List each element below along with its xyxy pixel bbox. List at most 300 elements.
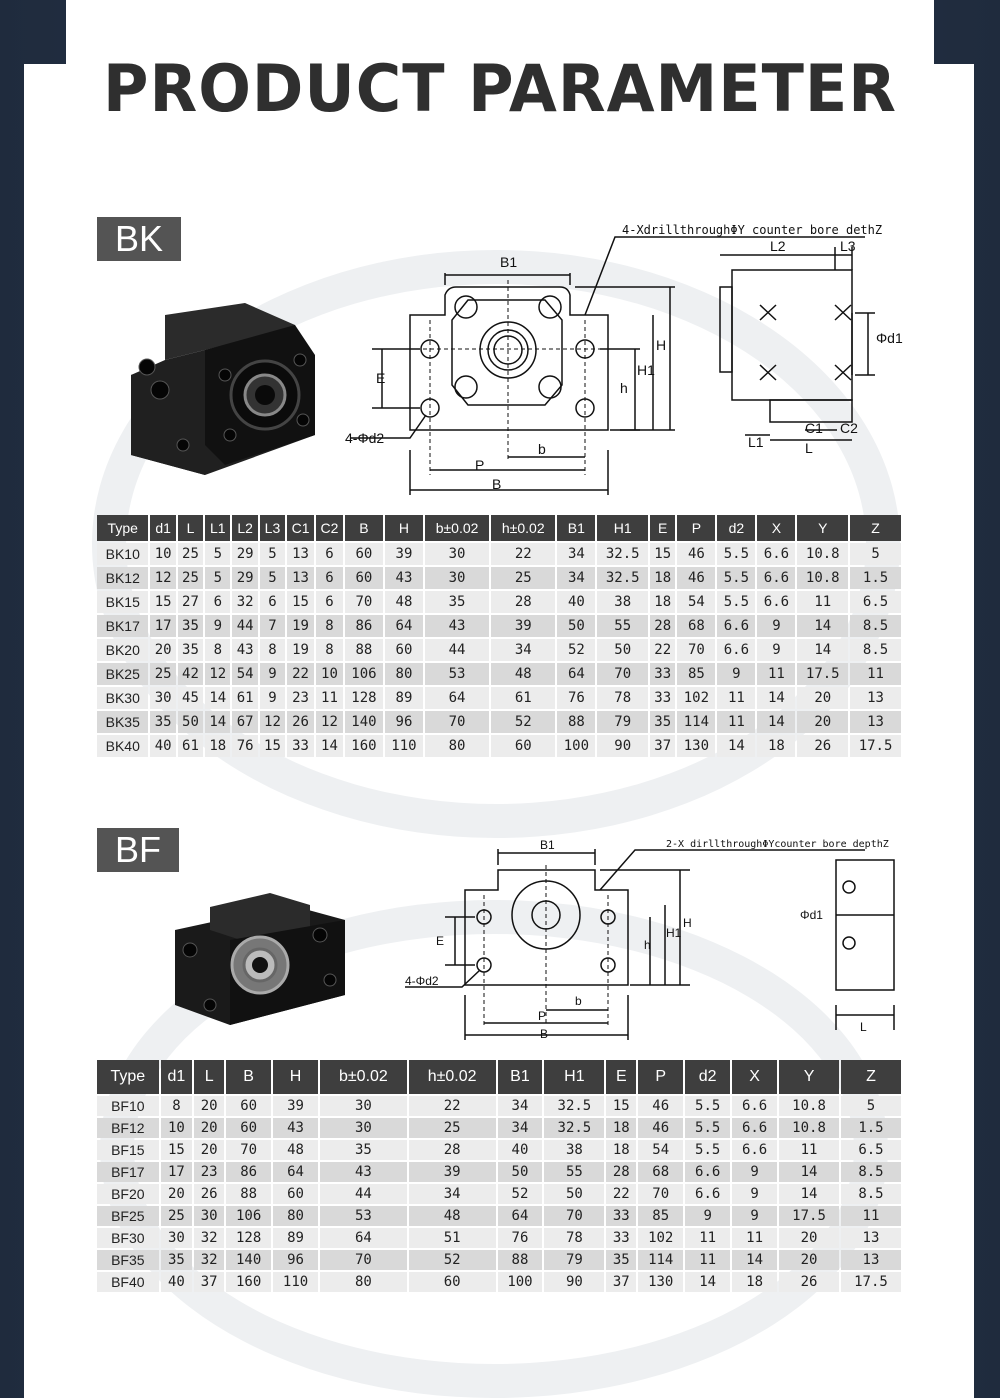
table-cell: 48 (491, 663, 555, 685)
table-cell: 44 (320, 1184, 407, 1204)
table-cell: 9 (757, 615, 795, 637)
table-cell: 35 (320, 1140, 407, 1160)
table-cell: 60 (345, 567, 383, 589)
table-cell: 100 (557, 735, 595, 757)
table-cell: 15 (150, 591, 175, 613)
table-cell: 20 (161, 1184, 193, 1204)
bf-col-header: H (273, 1060, 318, 1094)
bf-header-row (97, 1060, 901, 1094)
table-cell: 60 (226, 1118, 271, 1138)
bk-label-b1: B1 (500, 254, 518, 270)
table-cell: 64 (425, 687, 489, 709)
table-cell: 30 (320, 1096, 407, 1116)
table-cell: 8.5 (850, 639, 901, 661)
table-cell: 38 (544, 1140, 604, 1160)
table-cell-type: BF20 (97, 1184, 159, 1204)
bk-col-header: H (385, 515, 423, 541)
bf-label-h1: H1 (666, 926, 682, 940)
table-cell: 85 (638, 1206, 683, 1226)
bk-label-b: b (538, 441, 546, 457)
table-row (97, 1228, 901, 1248)
table-cell: 52 (557, 639, 595, 661)
table-cell: 90 (544, 1272, 604, 1292)
table-cell: 5 (205, 543, 230, 565)
bf-section-tag: BF (97, 828, 179, 872)
table-cell: 76 (557, 687, 595, 709)
table-cell: 18 (732, 1272, 777, 1292)
table-cell: 11 (717, 711, 755, 733)
table-cell: 11 (685, 1228, 730, 1248)
table-cell: 14 (797, 639, 848, 661)
table-cell: 52 (498, 1184, 543, 1204)
table-cell: 5.5 (685, 1118, 730, 1138)
table-cell: 6.6 (685, 1162, 730, 1182)
table-cell: 1.5 (841, 1118, 901, 1138)
table-cell: 70 (320, 1250, 407, 1270)
table-cell: 14 (779, 1184, 839, 1204)
table-cell: 89 (273, 1228, 318, 1248)
table-cell: 48 (273, 1140, 318, 1160)
table-cell: 40 (150, 735, 175, 757)
table-cell: 25 (178, 567, 203, 589)
table-cell: 106 (226, 1206, 271, 1226)
bk-label-l1: L1 (748, 434, 764, 450)
bf-col-header: Z (841, 1060, 901, 1094)
table-cell: 88 (226, 1184, 271, 1204)
table-cell-type: BF30 (97, 1228, 159, 1248)
table-cell: 44 (232, 615, 257, 637)
bk-label-l2: L2 (770, 238, 786, 254)
bf-col-header: B (226, 1060, 271, 1094)
bf-label-p: P (538, 1009, 547, 1023)
table-cell: 61 (232, 687, 257, 709)
table-cell: 34 (557, 543, 595, 565)
table-cell: 15 (287, 591, 314, 613)
table-cell: 34 (498, 1118, 543, 1138)
bk-col-header: E (650, 515, 675, 541)
table-cell: 14 (205, 711, 230, 733)
table-cell: 43 (320, 1162, 407, 1182)
table-cell: 20 (797, 711, 848, 733)
table-cell: 86 (226, 1162, 271, 1182)
table-cell: 18 (650, 567, 675, 589)
table-cell: 6 (205, 591, 230, 613)
bk-col-header: H1 (597, 515, 648, 541)
table-cell: 46 (638, 1118, 683, 1138)
table-cell: 6.6 (732, 1096, 777, 1116)
table-cell: 9 (732, 1206, 777, 1226)
table-cell: 32.5 (544, 1118, 604, 1138)
table-cell: 33 (287, 735, 314, 757)
table-cell: 12 (150, 567, 175, 589)
table-cell-type: BK30 (97, 687, 148, 709)
bf-label-e: E (436, 934, 445, 948)
table-cell: 80 (425, 735, 489, 757)
table-cell: 110 (385, 735, 423, 757)
table-cell: 96 (385, 711, 423, 733)
bf-col-header: Y (779, 1060, 839, 1094)
table-cell: 13 (841, 1250, 901, 1270)
table-row (97, 615, 901, 637)
table-cell: 22 (606, 1184, 636, 1204)
table-cell: 80 (273, 1206, 318, 1226)
table-cell-type: BK25 (97, 663, 148, 685)
bf-label-phid1: Φd1 (800, 908, 823, 922)
table-cell-type: BF17 (97, 1162, 159, 1182)
table-cell: 11 (732, 1228, 777, 1248)
table-cell: 20 (779, 1250, 839, 1270)
table-cell: 6.6 (757, 567, 795, 589)
table-cell: 6.6 (717, 615, 755, 637)
table-cell: 60 (409, 1272, 496, 1292)
table-cell: 39 (385, 543, 423, 565)
table-cell: 9 (757, 639, 795, 661)
table-cell: 68 (677, 615, 715, 637)
table-cell: 8.5 (841, 1184, 901, 1204)
table-cell: 55 (597, 615, 648, 637)
table-cell: 50 (544, 1184, 604, 1204)
table-cell: 28 (606, 1162, 636, 1182)
bk-col-header: L (178, 515, 203, 541)
table-cell: 50 (178, 711, 203, 733)
table-cell: 30 (194, 1206, 224, 1226)
table-cell: 88 (557, 711, 595, 733)
table-cell: 26 (194, 1184, 224, 1204)
table-cell: 37 (650, 735, 675, 757)
table-cell: 11 (717, 687, 755, 709)
table-cell: 8 (161, 1096, 193, 1116)
bk-product-photo (125, 295, 325, 485)
table-cell: 43 (232, 639, 257, 661)
table-cell: 19 (287, 615, 314, 637)
bk-col-header: Y (797, 515, 848, 541)
table-cell: 53 (320, 1206, 407, 1226)
bk-col-header: P (677, 515, 715, 541)
table-row (97, 591, 901, 613)
table-cell: 140 (226, 1250, 271, 1270)
table-cell: 18 (757, 735, 795, 757)
table-cell: 37 (194, 1272, 224, 1292)
table-cell: 18 (606, 1118, 636, 1138)
table-cell: 26 (287, 711, 314, 733)
table-cell: 13 (850, 687, 901, 709)
table-cell: 11 (757, 663, 795, 685)
bf-col-header: E (606, 1060, 636, 1094)
table-cell: 22 (409, 1096, 496, 1116)
table-cell: 67 (232, 711, 257, 733)
table-cell: 78 (544, 1228, 604, 1248)
table-cell: 106 (345, 663, 383, 685)
table-cell: 6 (316, 567, 343, 589)
table-cell: 8 (316, 639, 343, 661)
table-row (97, 1272, 901, 1292)
table-cell: 64 (498, 1206, 543, 1226)
table-cell: 79 (544, 1250, 604, 1270)
table-cell: 34 (491, 639, 555, 661)
bk-header-row (97, 515, 901, 541)
bk-col-header: B (345, 515, 383, 541)
bk-label-hs: h (620, 380, 628, 396)
table-cell: 9 (205, 615, 230, 637)
table-cell: 14 (717, 735, 755, 757)
table-cell: 6.6 (732, 1118, 777, 1138)
table-cell: 35 (150, 711, 175, 733)
table-cell: 35 (178, 615, 203, 637)
table-cell: 32.5 (597, 543, 648, 565)
table-cell: 52 (409, 1250, 496, 1270)
bf-label-hs: h (644, 938, 651, 952)
table-cell: 96 (273, 1250, 318, 1270)
table-cell: 140 (345, 711, 383, 733)
bk-col-header: Z (850, 515, 901, 541)
table-cell-type: BF15 (97, 1140, 159, 1160)
table-cell: 15 (161, 1140, 193, 1160)
table-cell: 12 (205, 663, 230, 685)
table-cell: 29 (232, 567, 257, 589)
table-cell: 64 (557, 663, 595, 685)
bf-col-header: d1 (161, 1060, 193, 1094)
table-cell: 78 (597, 687, 648, 709)
table-cell: 22 (287, 663, 314, 685)
table-cell: 89 (385, 687, 423, 709)
table-cell: 6.6 (732, 1140, 777, 1160)
bk-front-drawing (340, 223, 903, 505)
table-cell: 40 (557, 591, 595, 613)
table-cell: 9 (717, 663, 755, 685)
table-cell: 17.5 (779, 1206, 839, 1226)
table-cell: 30 (425, 543, 489, 565)
table-cell: 53 (425, 663, 489, 685)
bf-label-b: b (575, 994, 582, 1008)
bk-label-bb: B (492, 476, 502, 492)
table-row (97, 567, 901, 589)
bk-col-header: d2 (717, 515, 755, 541)
table-cell-type: BF10 (97, 1096, 159, 1116)
table-cell: 70 (677, 639, 715, 661)
table-cell-type: BK35 (97, 711, 148, 733)
table-cell: 46 (638, 1096, 683, 1116)
table-cell: 114 (638, 1250, 683, 1270)
table-cell: 102 (638, 1228, 683, 1248)
table-cell: 33 (650, 663, 675, 685)
page-title: PRODUCT PARAMETER (103, 50, 897, 127)
table-cell: 60 (273, 1184, 318, 1204)
table-cell: 33 (606, 1206, 636, 1226)
table-cell: 10.8 (779, 1118, 839, 1138)
bk-col-header: b±0.02 (425, 515, 489, 541)
bf-col-header: X (732, 1060, 777, 1094)
table-cell: 54 (677, 591, 715, 613)
table-cell: 28 (491, 591, 555, 613)
table-cell: 11 (850, 663, 901, 685)
bk-label-e: E (376, 370, 386, 386)
table-cell: 6 (260, 591, 285, 613)
bk-col-header: L3 (260, 515, 285, 541)
table-cell: 5.5 (717, 591, 755, 613)
table-cell: 35 (161, 1250, 193, 1270)
table-cell: 17.5 (797, 663, 848, 685)
table-cell: 10 (150, 543, 175, 565)
table-cell: 5.5 (685, 1140, 730, 1160)
table-cell: 6 (316, 543, 343, 565)
table-cell: 28 (650, 615, 675, 637)
table-cell: 29 (232, 543, 257, 565)
table-cell: 61 (491, 687, 555, 709)
table-cell: 14 (685, 1272, 730, 1292)
table-cell: 60 (345, 543, 383, 565)
bf-label-b1: B1 (540, 838, 555, 852)
table-cell: 8 (205, 639, 230, 661)
table-cell: 10.8 (797, 567, 848, 589)
bf-spec-table (95, 1058, 903, 1294)
table-cell: 35 (178, 639, 203, 661)
table-cell: 9 (685, 1206, 730, 1226)
table-cell: 70 (544, 1206, 604, 1226)
table-cell: 52 (491, 711, 555, 733)
table-cell: 20 (797, 687, 848, 709)
table-cell: 14 (732, 1250, 777, 1270)
table-cell: 85 (677, 663, 715, 685)
table-cell: 11 (316, 687, 343, 709)
table-cell: 6.6 (757, 591, 795, 613)
table-cell: 34 (409, 1184, 496, 1204)
table-cell: 35 (650, 711, 675, 733)
bf-label-d2: 4-Φd2 (405, 974, 439, 988)
table-cell: 18 (606, 1140, 636, 1160)
table-cell: 13 (287, 543, 314, 565)
table-cell: 26 (779, 1272, 839, 1292)
table-cell: 30 (320, 1118, 407, 1138)
table-cell: 64 (273, 1162, 318, 1182)
bf-col-header: Type (97, 1060, 159, 1094)
table-cell: 20 (194, 1140, 224, 1160)
table-cell: 22 (650, 639, 675, 661)
table-cell: 38 (597, 591, 648, 613)
table-cell: 35 (606, 1250, 636, 1270)
table-cell: 11 (841, 1206, 901, 1226)
table-row (97, 711, 901, 733)
table-cell-type: BF40 (97, 1272, 159, 1292)
table-cell: 17 (161, 1162, 193, 1182)
table-cell: 18 (205, 735, 230, 757)
table-cell: 55 (544, 1162, 604, 1182)
table-cell: 6.6 (685, 1184, 730, 1204)
table-cell: 1.5 (850, 567, 901, 589)
table-cell: 27 (178, 591, 203, 613)
table-cell: 70 (597, 663, 648, 685)
table-cell: 76 (232, 735, 257, 757)
bf-col-header: b±0.02 (320, 1060, 407, 1094)
table-cell: 12 (260, 711, 285, 733)
bk-col-header: C1 (287, 515, 314, 541)
table-cell: 64 (385, 615, 423, 637)
table-cell: 39 (273, 1096, 318, 1116)
bk-col-header: C2 (316, 515, 343, 541)
table-cell: 20 (150, 639, 175, 661)
table-cell-type: BK20 (97, 639, 148, 661)
bf-front-drawing (400, 835, 900, 1045)
bk-label-c2: C2 (840, 420, 858, 436)
table-cell: 28 (409, 1140, 496, 1160)
table-cell: 6.5 (850, 591, 901, 613)
table-row (97, 639, 901, 661)
table-cell: 14 (205, 687, 230, 709)
table-cell: 8 (260, 639, 285, 661)
table-cell: 13 (850, 711, 901, 733)
table-cell: 8.5 (850, 615, 901, 637)
table-cell: 32 (194, 1228, 224, 1248)
table-cell: 14 (757, 687, 795, 709)
table-cell: 60 (385, 639, 423, 661)
table-cell: 40 (161, 1272, 193, 1292)
table-cell: 23 (287, 687, 314, 709)
bk-label-l3: L3 (840, 238, 856, 254)
bk-col-header: B1 (557, 515, 595, 541)
table-cell: 50 (498, 1162, 543, 1182)
table-row (97, 735, 901, 757)
table-cell: 25 (161, 1206, 193, 1226)
table-cell: 80 (385, 663, 423, 685)
table-cell: 8 (316, 615, 343, 637)
table-cell: 20 (194, 1118, 224, 1138)
table-cell: 39 (491, 615, 555, 637)
table-cell: 33 (650, 687, 675, 709)
table-cell: 160 (226, 1272, 271, 1292)
bk-label-p: P (475, 457, 485, 473)
table-cell: 64 (320, 1228, 407, 1248)
table-cell: 8.5 (841, 1162, 901, 1182)
table-cell: 11 (797, 591, 848, 613)
table-cell: 32 (232, 591, 257, 613)
table-cell: 100 (498, 1272, 543, 1292)
table-cell: 15 (650, 543, 675, 565)
table-cell: 68 (638, 1162, 683, 1182)
bk-col-header: Type (97, 515, 148, 541)
table-cell: 18 (650, 591, 675, 613)
table-cell: 9 (732, 1184, 777, 1204)
table-cell: 70 (345, 591, 383, 613)
table-cell-type: BK40 (97, 735, 148, 757)
table-cell: 14 (316, 735, 343, 757)
table-cell: 5 (850, 543, 901, 565)
table-row (97, 1206, 901, 1226)
table-cell: 17 (150, 615, 175, 637)
table-cell: 32.5 (597, 567, 648, 589)
bf-col-header: d2 (685, 1060, 730, 1094)
table-cell: 5 (260, 567, 285, 589)
table-cell-type: BK10 (97, 543, 148, 565)
table-cell: 5.5 (685, 1096, 730, 1116)
table-cell: 43 (385, 567, 423, 589)
bf-label-bb: B (540, 1027, 549, 1041)
table-cell: 23 (194, 1162, 224, 1182)
bf-col-header: B1 (498, 1060, 543, 1094)
table-cell: 110 (273, 1272, 318, 1292)
bk-col-header: d1 (150, 515, 175, 541)
table-cell: 80 (320, 1272, 407, 1292)
table-cell: 76 (498, 1228, 543, 1248)
table-cell: 130 (638, 1272, 683, 1292)
table-cell: 43 (425, 615, 489, 637)
table-cell: 70 (226, 1140, 271, 1160)
table-row (97, 543, 901, 565)
table-cell: 32 (194, 1250, 224, 1270)
table-cell: 34 (557, 567, 595, 589)
table-cell: 6 (316, 591, 343, 613)
table-cell: 5.5 (717, 567, 755, 589)
bk-label-c1: C1 (805, 420, 823, 436)
table-cell: 160 (345, 735, 383, 757)
